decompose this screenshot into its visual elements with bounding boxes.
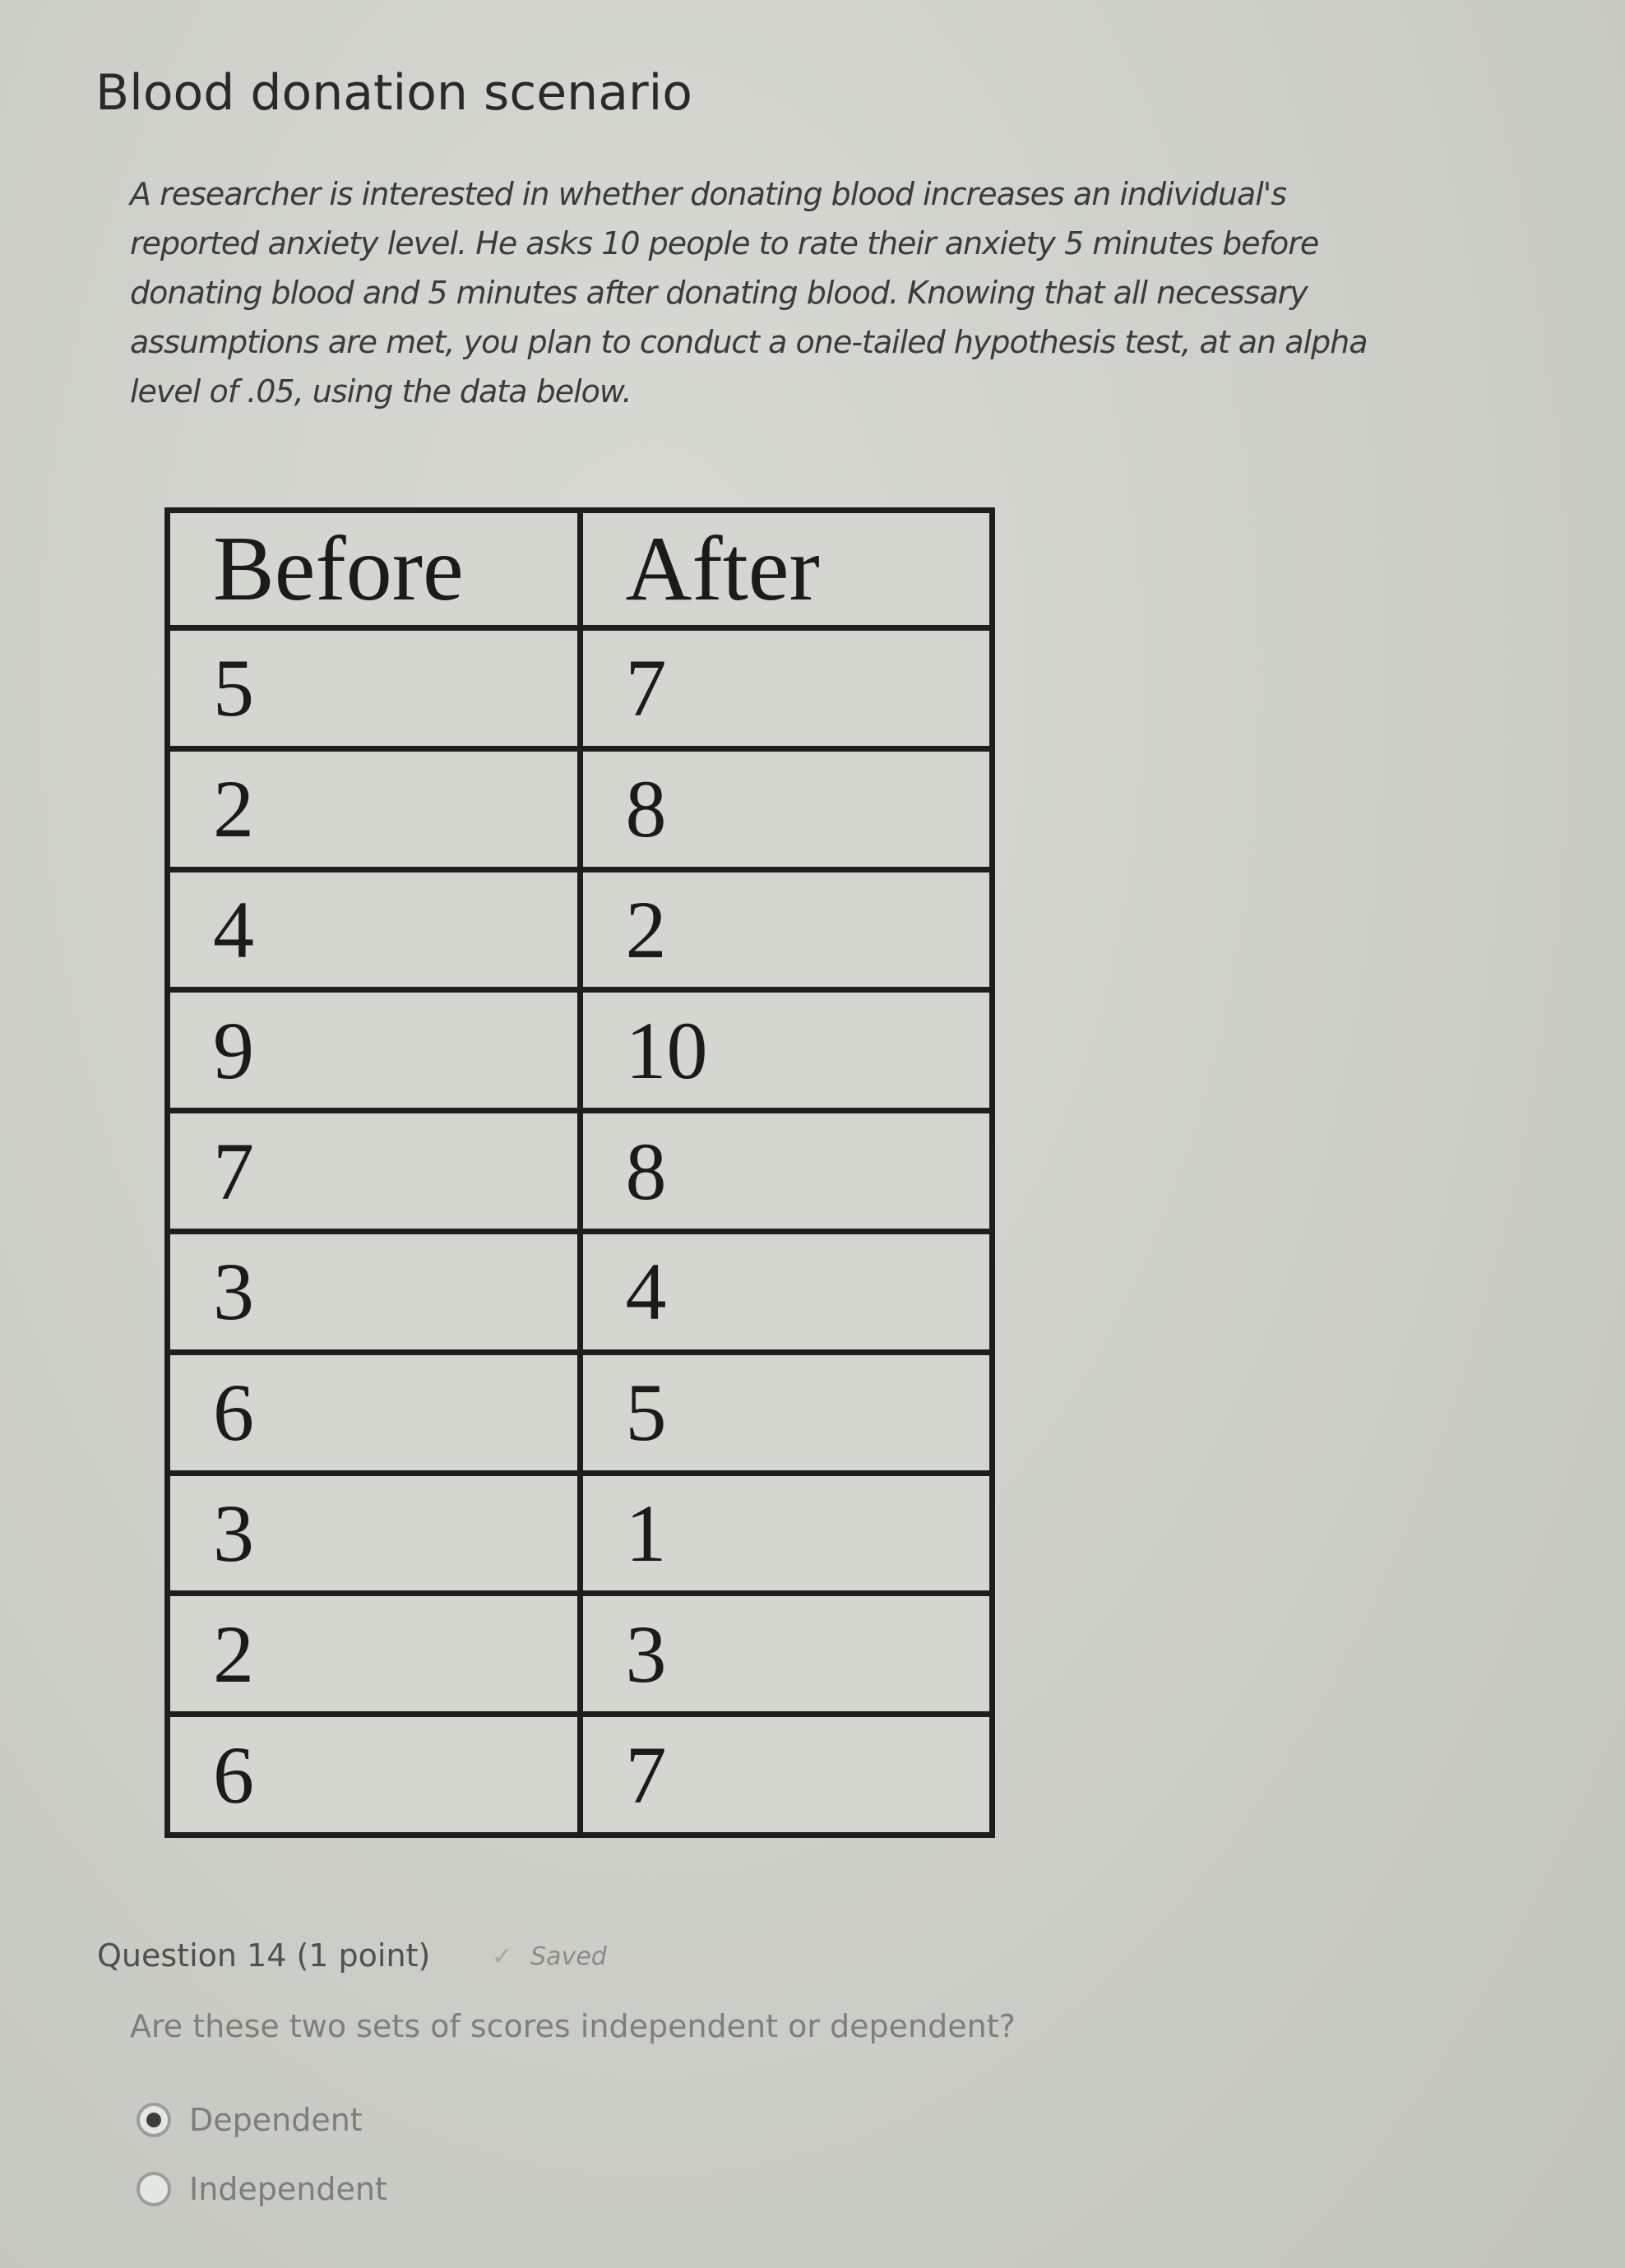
radio-button-selected[interactable] <box>137 2103 171 2137</box>
question-prompt: Are these two sets of scores independent or dependent? <box>130 2008 1016 2044</box>
table-row <box>168 1715 993 1835</box>
option-label: Dependent <box>189 2102 363 2138</box>
table-row <box>168 1231 993 1352</box>
data-table-container <box>164 507 995 1838</box>
table-row <box>168 990 993 1111</box>
table-row <box>168 1594 993 1715</box>
column-header-after: After <box>580 511 993 628</box>
table-row <box>168 869 993 990</box>
page-title: Blood donation scenario <box>95 64 693 122</box>
scenario-text: A researcher is interested in whether donating blood increases an individual's reported anxiety level. He asks 10 people to rate their anxiety 5 minutes before donating blood and 5 minutes after donating blood. Knowing that all necessary assumptions are met, you plan to conduct a one-tailed hypothesis test, at an alpha level of .05, using the data below. <box>130 176 1368 410</box>
cell-before: 3 <box>168 1231 581 1352</box>
cell-after: 1 <box>580 1473 993 1594</box>
table-row <box>168 1352 993 1473</box>
radio-selected-dot-icon <box>146 2113 161 2127</box>
table-row <box>168 1111 993 1232</box>
check-icon: ✓ <box>492 1942 513 1971</box>
cell-after: 5 <box>580 1352 993 1473</box>
cell-before: 2 <box>168 748 581 869</box>
radio-button[interactable] <box>137 2172 171 2206</box>
table-row <box>168 748 993 869</box>
cell-after: 7 <box>580 1715 993 1835</box>
cell-before: 7 <box>168 1111 581 1232</box>
cell-before: 9 <box>168 990 581 1111</box>
cell-before: 6 <box>168 1715 581 1835</box>
cell-after: 8 <box>580 748 993 869</box>
option-label: Independent <box>189 2171 387 2207</box>
saved-status-text: Saved <box>530 1942 607 1971</box>
question-label: Question 14 (1 point) <box>97 1937 431 1974</box>
data-table <box>164 507 995 1838</box>
cell-after: 8 <box>580 1111 993 1232</box>
column-header-before: Before <box>168 511 581 628</box>
cell-after: 2 <box>580 869 993 990</box>
table-row <box>168 628 993 749</box>
radio-option-independent[interactable] <box>137 2171 387 2207</box>
cell-after: 7 <box>580 628 993 749</box>
table-row <box>168 1473 993 1594</box>
cell-before: 6 <box>168 1352 581 1473</box>
cell-before: 2 <box>168 1594 581 1715</box>
cell-after: 4 <box>580 1231 993 1352</box>
cell-before: 3 <box>168 1473 581 1594</box>
radio-option-dependent[interactable] <box>137 2102 363 2138</box>
cell-after: 3 <box>580 1594 993 1715</box>
cell-after: 10 <box>580 990 993 1111</box>
table-header-row <box>168 511 993 628</box>
cell-before: 5 <box>168 628 581 749</box>
cell-before: 4 <box>168 869 581 990</box>
saved-status <box>492 1942 607 1971</box>
